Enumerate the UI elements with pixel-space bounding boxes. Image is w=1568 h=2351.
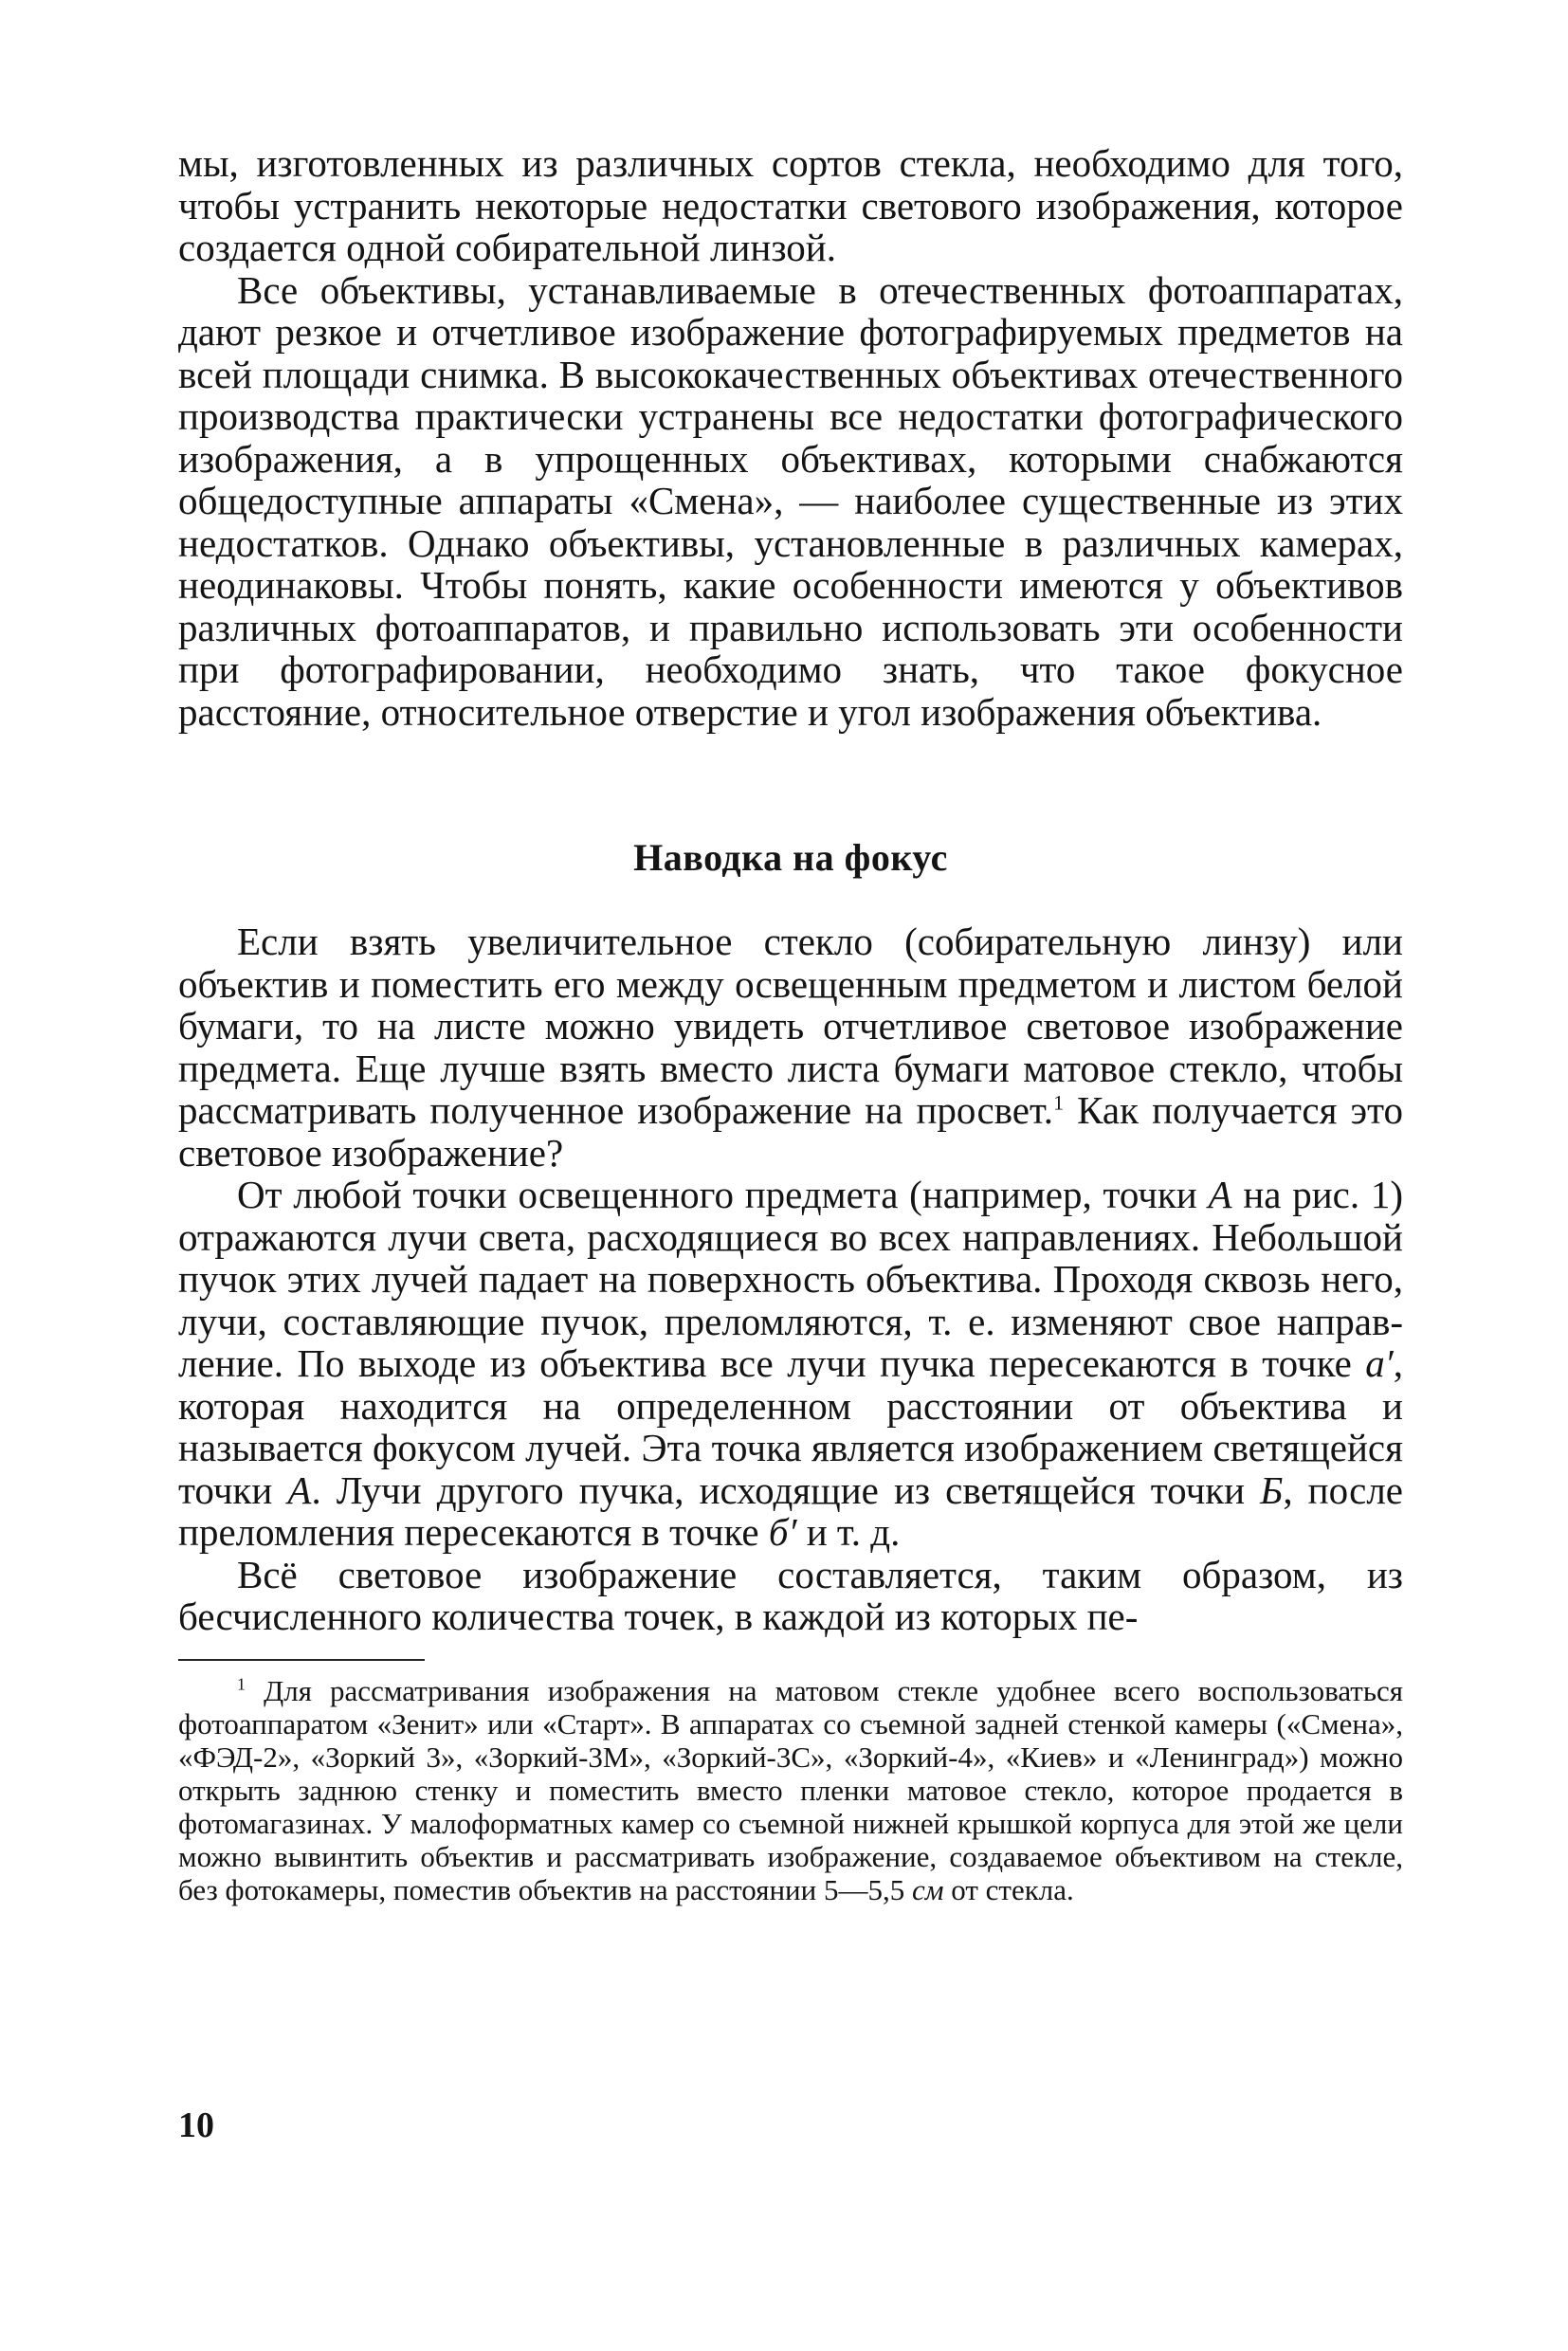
intro-paragraph-continued: мы, изготовленных из различных сортов стекла, необходимо для того, чтобы устранить некоторые недостатки светового изображения, которое создается одной собирательной линзой. bbox=[178, 141, 1403, 269]
focus-paragraph-1-text: Если взять увеличительное стекло (собирательную линзу) или объектив и поместить его между освещенным предметом и листом белой бумаги, то на листе можно увидеть отчетливое световое изображение предмета. Еще лучше взять вместо листа бумаги матовое стекло, чтобы рассматривать полученное изображение на просвет. bbox=[178, 920, 1403, 1132]
focus-paragraph-1 bbox=[178, 920, 1403, 1174]
point-label-B: Б bbox=[1260, 1467, 1284, 1512]
focus-paragraph-1-tail: Как получается это световое изображение? bbox=[178, 1088, 1403, 1175]
focus-paragraph-3: Всё световое изображение составляется, таким образом, из бесчисленного количества точек, в каждой из которых пе- bbox=[178, 1552, 1403, 1638]
focus-paragraph-2 bbox=[178, 1174, 1403, 1554]
focus-paragraph-2-part-c: , которая находится на определенном расстоянии от объектива и называется фокусом лучей. Эта точка является изображением светящейся точки bbox=[178, 1341, 1403, 1512]
focus-paragraph-2-part-b: на рис. 1) отражаются лучи света, расходящиеся во всех направлениях. Небольшой пучок этих лучей падает на поверхность объектива. Проходя сквозь него, лучи, составляющие пучок, преломляются, т. е. изменяют свое направление. По выходе из объектива все лучи пучка пересекаются в точке bbox=[178, 1173, 1403, 1385]
section-heading: Наводка на фокус bbox=[633, 836, 948, 879]
footnote-unit: см bbox=[911, 1872, 944, 1906]
page-number: 10 bbox=[178, 2105, 214, 2145]
focus-paragraph-2-part-f: и т. д. bbox=[796, 1510, 901, 1554]
point-label-A: А bbox=[1208, 1173, 1232, 1216]
footnote-mark: 1 bbox=[237, 1674, 246, 1694]
footnote-reference-mark: 1 bbox=[1053, 1090, 1065, 1115]
footnote bbox=[178, 1674, 1403, 1906]
point-label-a-prime: а′ bbox=[1365, 1341, 1394, 1385]
focus-paragraph-2-part-e: , после преломления пересекаются в точке bbox=[178, 1467, 1403, 1554]
page-body bbox=[178, 142, 1403, 1906]
intro-paragraph-objectives: Все объективы, устанавливаемые в отечественных фотоаппаратах, дают резкое и отчетливое изображение фотографируемых предметов на всей площади снимка. В высококачественных объективах отечественного производства практически устранены все недостатки фотографического изображения, а в упрощенных объективах, которыми снабжаются общедоступные аппараты «Смена», — наиболее существенные из этих недостатков. Однако объективы, установленные в различных камерах, неодинаковы. Чтобы понять, какие особенности имеются у объективов различных фотоаппаратов, и правильно использовать эти особенности при фотографировании, необходимо знать, что такое фокусное расстояние, относительное отверстие и угол изображения объектива. bbox=[178, 267, 1403, 734]
point-label-A-2: А bbox=[287, 1467, 312, 1512]
focus-paragraph-2-part-d: . Лучи другого пучка, исходящие из светящейся точки bbox=[311, 1467, 1261, 1512]
footnote-text-b: от стекла. bbox=[943, 1872, 1074, 1906]
point-label-b-prime: б′ bbox=[768, 1510, 797, 1554]
footnote-text-a: Для рассматривания изображения на матовом стекле удобнее всего воспользоваться фотоаппаратом «Зенит» или «Старт». В аппаратах со съемной задней стенкой камеры («Смена», «ФЭД-2», «Зоркий 3», «Зоркий-3М», «Зоркий-3С», «Зоркий-4», «Киев» и «Ленинград») можно открыть заднюю стенку и поместить вместо пленки матовое стекло, которое продается в фотомагазинах. У малоформатных камер со съемной нижней крышкой корпуса для этой же цели можно вывинтить объектив и рассматривать изображение, создаваемое объективом на стекле, без фотокамеры, поместив объектив на расстоянии 5—5,5 bbox=[178, 1673, 1403, 1906]
focus-paragraph-2-part-a: От любой точки освещенного предмета (например, точки bbox=[237, 1173, 1209, 1216]
footnote-divider bbox=[178, 1659, 425, 1661]
